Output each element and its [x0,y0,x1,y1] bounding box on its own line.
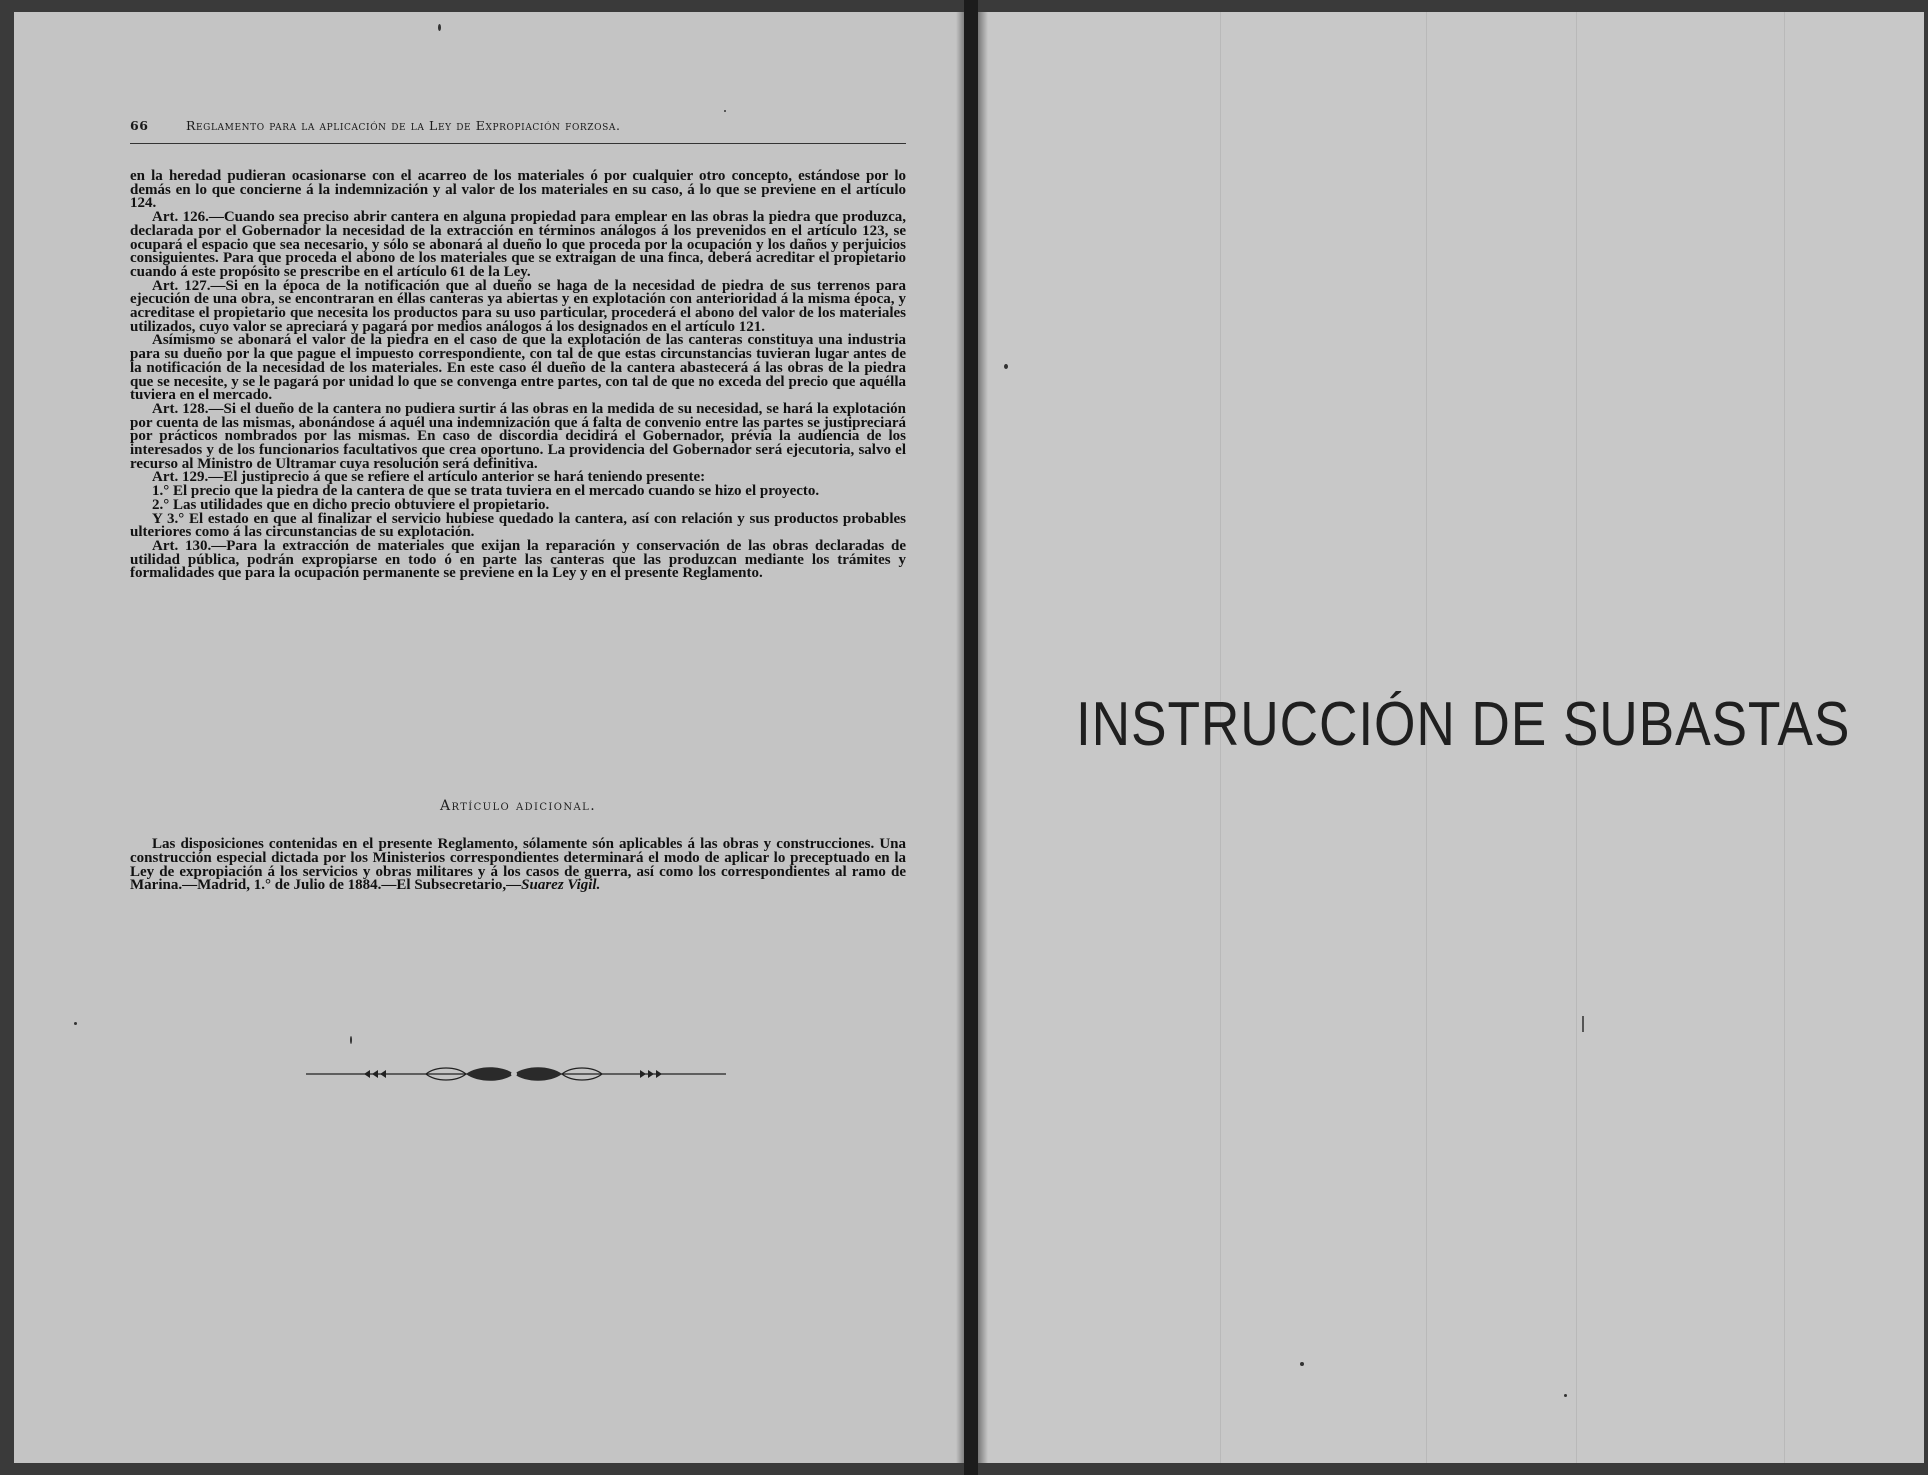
paragraph-art-126: Art. 126.—Cuando sea preciso abrir cantera en alguna propiedad para emplear en las obras la piedra que produzca, declarada por el Gobernador la necesidad de la extracción en términos análogos á los prevenidos en el artículo 123, se ocupará el espacio que sea necesario, y sólo se abonará al dueño lo que proceda por la ocupación y los daños y perjuicios consiguientes. Para que proceda el abono de los materiales que se extraigan de una finca, deberá acreditar el propietario cuando á este propósito se prescribe en el artículo 61 de la Ley. [130,209,906,280]
paragraph-item-1: 1.° El precio que la piedra de la cantera de que se trata tuviera en el mercado cuando se hizo el proyecto. [152,483,820,500]
paper-mark [1582,1016,1584,1032]
paragraph-item-3: Y 3.° El estado en que al finalizar el servicio hubiese quedado la cantera, así con relación y sus productos probables ulteriores como á las circunstancias de su explotación. [130,510,906,541]
paper-speck [438,24,441,31]
paragraph-item-2: 2.° Las utilidades que en dicho precio obtuviere el propietario. [152,496,550,513]
paragraph-art-128: Art. 128.—Si el dueño de la cantera no pudiera surtir á las obras en la medida de su necesidad, se hará la explotación por cuenta de las mismas, abonándose á aquél una indemnización que á falta de convenio entre las partes se justipreciará por prácticos nombrados por las mismas. En caso de discordia decidirá el Gobernador, prévia la audiencia de los interesados y de los funcionarios facultativos que crea oportuno. La providencia del Gobernador será ejecutoria, salvo el recurso al Ministro de Ultramar cuya resolución será definitiva. [130,400,906,472]
paragraph-art-130: Art. 130.—Para la extracción de materiales que exijan la reparación y conservación de las obras declaradas de utilidad pública, podrán expropiarse en todo ó en parte las canteras que las produzcan mediante los trámites y formalidades que para la ocupación permanente se previene en la Ley y en el presente Reglamento. [130,537,906,582]
running-head [130,118,906,133]
paper-speck [350,1036,352,1044]
paragraph-art-129: Art. 129.—El justiprecio á que se refiere el artículo anterior se hará teniendo presente: [152,469,706,486]
paper-speck [1004,364,1008,369]
book-gutter [964,0,978,1475]
running-head-title: Reglamento para la aplicación de la Ley de Expropiación forzosa. [186,118,621,133]
signature: Suarez Vigil. [521,877,601,894]
main-text-block [130,170,906,581]
paper-speck [724,110,726,112]
paragraph: Asímismo se abonará el valor de la piedra en el caso de que la explotación de las canteras constituya una industria para su dueño por la que pague el impuesto correspondiente, con tal de que estas circunstancias tuvieran lugar antes de la notificación de la necesidad de los materiales. En este caso él dueño de la cantera abastecerá á las obras de la piedra que se necesite, y se le pagará por unidad lo que se convenga entre partes, con tal de que no exceda del precio que aquélla tuviera en el mercado. [130,332,906,404]
section-title-instruccion-de-subastas: INSTRUCCIÓN DE SUBASTAS [1076,690,1851,759]
paper-speck [1564,1394,1567,1397]
paper-speck [1300,1362,1304,1366]
section-heading: Artículo adicional. [439,798,597,814]
tailpiece-ornament [306,1064,726,1084]
additional-article-body: Las disposiciones contenidas en el presente Reglamento, sólamente són aplicables á las obras y construcciones. Una construcción especial dictada por los Ministerios correspondientes determinará el modo de aplicar lo preceptuado en la Ley de expropiación á los servicios y obras militares y á los casos de guerra, así como los correspondientes al ramo de Marina.—Madrid, 1.° de Julio de 1884.—El Subsecretario,— [130,836,906,894]
paragraph-art-127: Art. 127.—Si en la época de la notificación que al dueño se haga de la necesidad de piedra de sus terrenos para ejecución de una obra, se encontraran en éllas canteras ya abiertas y en explotación con anterioridad á la misma época, y acreditase el propietario que necesita los productos para su uso particular, procederá el abono del valor de los materiales utilizados, cuyo valor se apreciará y pagará por medios análogos á los designados en el artículo 121. [130,277,906,335]
header-rule [130,143,906,144]
page-number: 66 [130,118,149,133]
paper-speck [74,1022,77,1025]
additional-article-text [130,838,906,893]
paragraph: en la heredad pudieran ocasionarse con el acarreo de los materiales ó por cualquier otro concepto, estándose por lo demás en lo que concierne á la indemnización y al valor de los materiales en su caso, á lo que se previene en el artículo 124. [130,168,906,212]
